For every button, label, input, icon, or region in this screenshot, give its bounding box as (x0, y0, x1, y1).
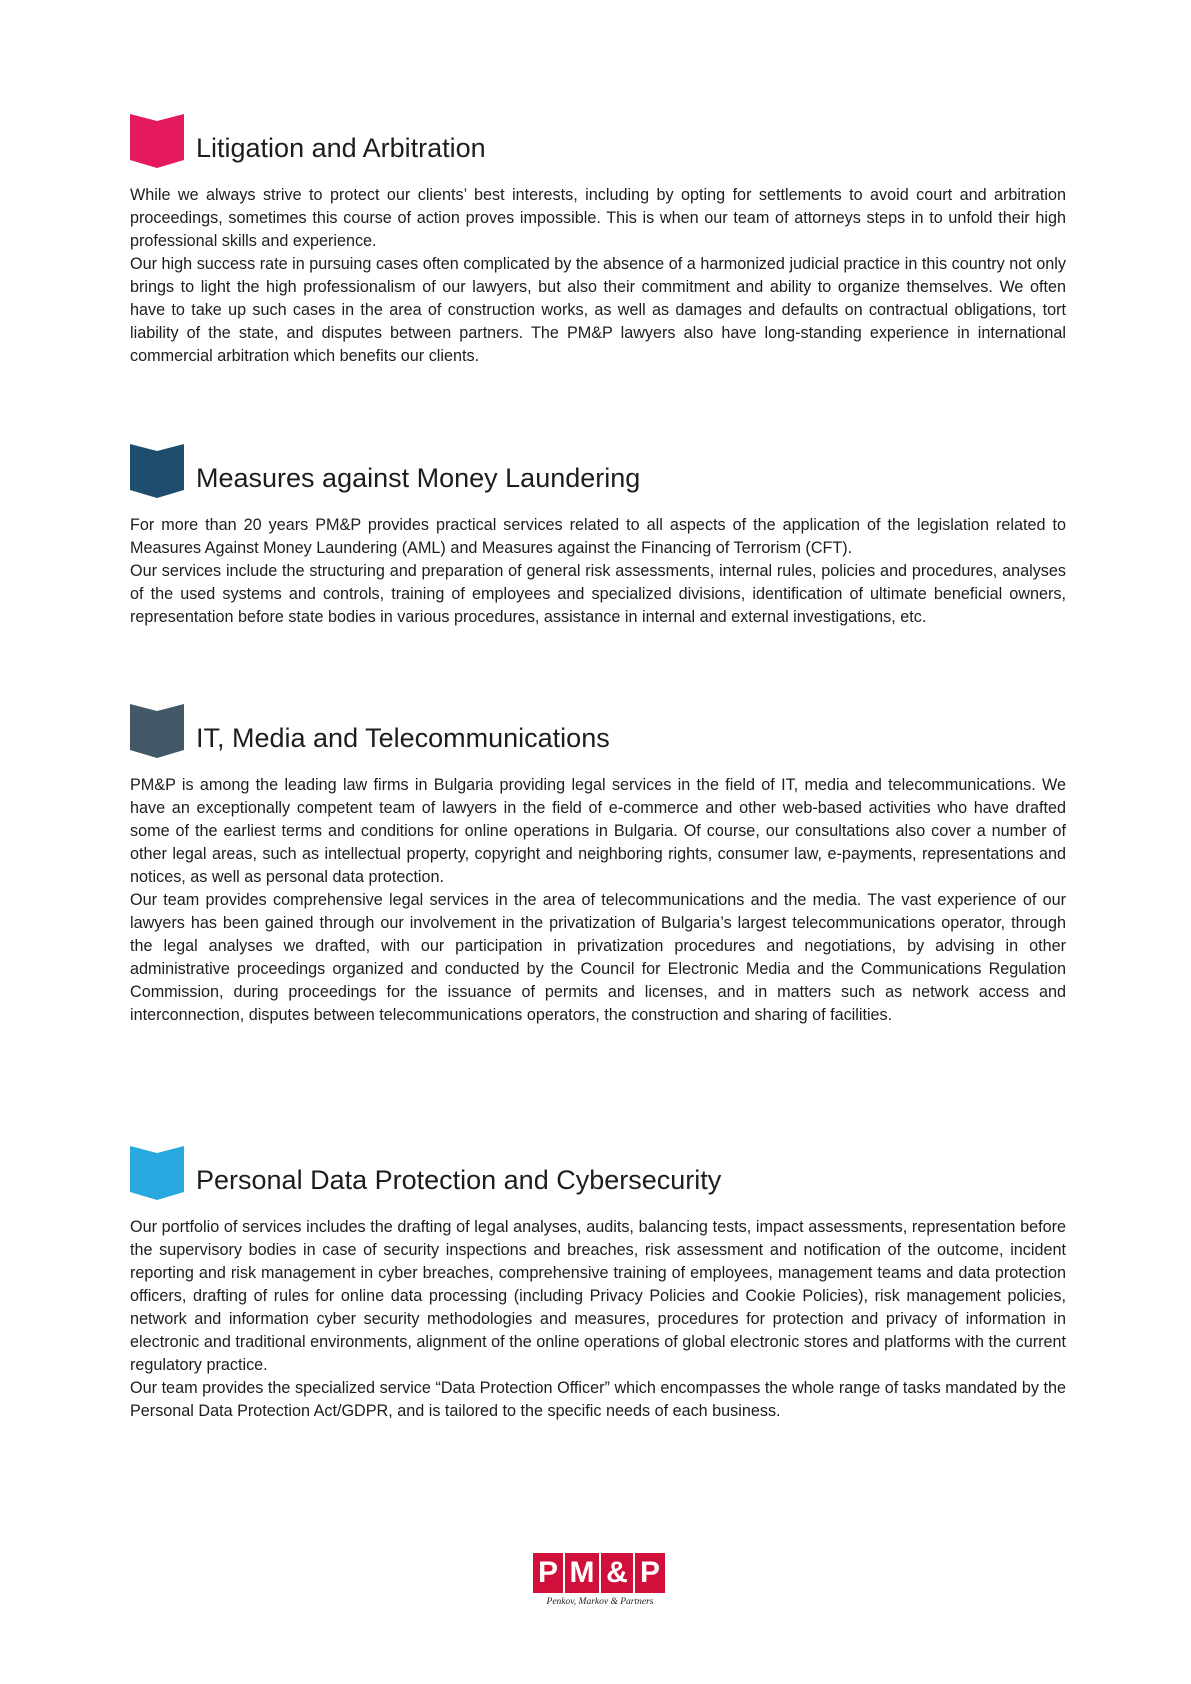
section-header (130, 1146, 1066, 1200)
section-header (130, 444, 1066, 498)
pmp-logo (533, 1553, 667, 1607)
section-litigation-arbitration (130, 114, 1066, 368)
paragraph: While we always strive to protect our clients’ best interests, including by opting for settlements to avoid court and arbitration proceedings, sometimes this course of action proves impossible. This is when our team of attorneys steps in to unfold their high professional skills and experience. (130, 186, 1066, 250)
paragraph: Our team provides comprehensive legal services in the area of telecommunications and the media. The vast experience of our lawyers has been gained through our involvement in the privatization of Bulgaria’s largest telecommunications operator, through the legal analyses we drafted, with our participation in privatization procedures and negotiations, by advising in other administrative proceedings organized and conducted by the Council for Electronic Media and the Communications Regulation Commission, during proceedings for the issuance of permits and licenses, and in matters such as network access and interconnection, disputes between telecommunications operators, the construction and sharing of facilities. (130, 891, 1066, 1024)
section-body (130, 514, 1066, 629)
logo-mark (533, 1553, 667, 1593)
section-header (130, 704, 1066, 758)
logo-tagline: Penkov, Markov & Partners (546, 1597, 654, 1607)
section-title: Personal Data Protection and Cybersecurity (196, 1165, 722, 1195)
bookmark-icon (130, 444, 184, 498)
section-header (130, 114, 1066, 168)
bookmark-icon (130, 704, 184, 758)
paragraph: Our team provides the specialized service “Data Protection Officer” which encompasses the whole range of tasks mandated by the Personal Data Protection Act/GDPR, and is tailored to the specific needs of each business. (130, 1379, 1066, 1420)
section-title: IT, Media and Telecommunications (196, 723, 610, 753)
section-money-laundering (130, 444, 1066, 629)
section-body (130, 774, 1066, 1027)
logo-letter: P (533, 1553, 563, 1593)
paragraph: Our portfolio of services includes the drafting of legal analyses, audits, balancing tests, impact assessments, representation before the supervisory bodies in case of security inspections and breaches, risk assessment and notification of the outcome, incident reporting and risk management in cyber breaches, comprehensive training of employees, management teams and data protection officers, drafting of rules for online data processing (including Privacy Policies and Cookie Policies), risk management policies, network and information cyber security methodologies and measures, procedures for protection and privacy of information in electronic and traditional environments, alignment of the online operations of global electronic stores and platforms with the current regulatory practice. (130, 1218, 1066, 1374)
section-title: Measures against Money Laundering (196, 463, 641, 493)
section-data-protection (130, 1146, 1066, 1423)
paragraph: Our high success rate in pursuing cases often complicated by the absence of a harmonized judicial practice in this country not only brings to light the high professionalism of our lawyers, but also their commitment and ability to organize themselves. We often have to take up such cases in the area of construction works, as well as damages and defaults on contractual obligations, tort liability of the state, and disputes between partners. The PM&P lawyers also have long-standing experience in international commercial arbitration which benefits our clients. (130, 255, 1066, 365)
logo-letter: & (601, 1553, 633, 1593)
logo-letter: P (635, 1553, 665, 1593)
section-body (130, 184, 1066, 368)
section-it-media-telecom (130, 704, 1066, 1027)
paragraph: PM&P is among the leading law firms in Bulgaria providing legal services in the field of IT, media and telecommunications. We have an exceptionally competent team of lawyers in the field of e-commerce and other web-based activities who have drafted some of the earliest terms and conditions for online operations in Bulgaria. Of course, our consultations also cover a number of other legal areas, such as intellectual property, copyright and neighboring rights, consumer law, e-payments, representations and notices, as well as personal data protection. (130, 776, 1066, 886)
bookmark-icon (130, 1146, 184, 1200)
section-title: Litigation and Arbitration (196, 133, 486, 163)
section-body (130, 1216, 1066, 1423)
paragraph: Our services include the structuring and preparation of general risk assessments, internal rules, policies and procedures, analyses of the used systems and controls, training of employees and specialized divisions, identification of ultimate beneficial owners, representation before state bodies in various procedures, assistance in internal and external investigations, etc. (130, 562, 1066, 626)
logo-letter: M (565, 1553, 599, 1593)
paragraph: For more than 20 years PM&P provides practical services related to all aspects of the application of the legislation related to Measures Against Money Laundering (AML) and Measures against the Financing of Terrorism (CFT). (130, 516, 1066, 557)
bookmark-icon (130, 114, 184, 168)
